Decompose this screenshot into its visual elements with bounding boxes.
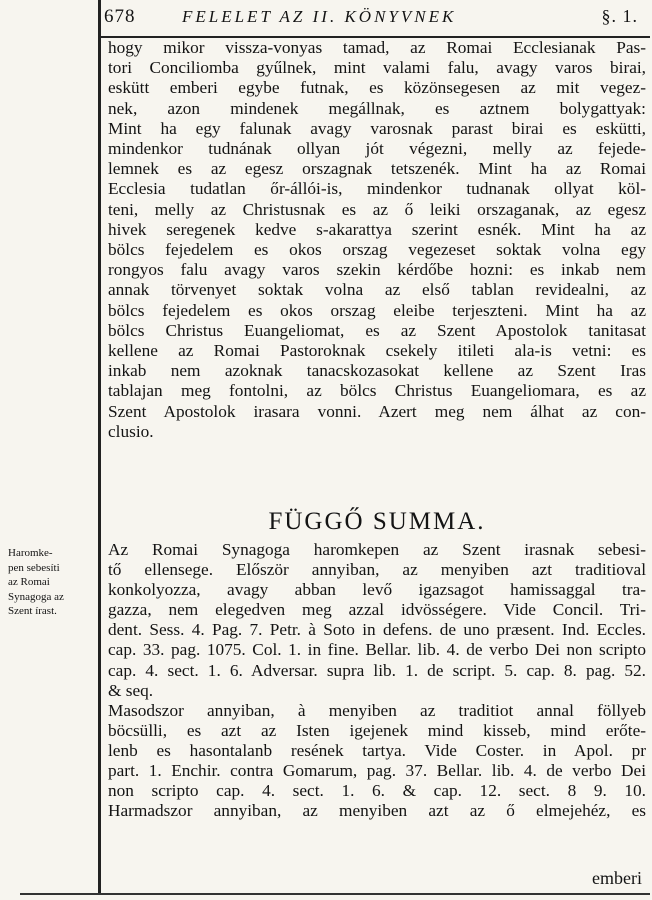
margin-rule xyxy=(98,0,101,895)
text-line: tori Conciliomba gyűlnek, mint valami falu, avagy varos birai, xyxy=(108,58,646,78)
text-line: lemnek es az egesz orszagnak tetszenék. Mint ha az Romai xyxy=(108,159,646,179)
margin-note-line: Szent írast. xyxy=(8,605,57,617)
section-heading: FÜGGŐ SUMMA. xyxy=(268,508,486,535)
bottom-rule xyxy=(20,893,650,895)
text-line: part. 1. Enchir. contra Gomarum, pag. 37. Bellar. lib. 4. de verbo Dei xyxy=(108,761,646,781)
text-line: tő ellensege. Először annyiban, az menyiben azt traditioval xyxy=(108,560,646,580)
text-line: Szent Apostolok irasara vonni. Azert meg nem álhat az con- xyxy=(108,401,646,421)
text-line: tablajan meg fontolni, az bölcs Christus Euangeliomara, es az xyxy=(108,381,646,401)
summary-text xyxy=(108,540,646,821)
text-line: Ecclesia tudatlan őr-állói-is, mindenkor tudnanak ollyat köl- xyxy=(108,179,646,199)
catchword: emberi xyxy=(592,868,642,888)
margin-note xyxy=(8,546,96,619)
text-line: inkab nem azoknak tanacskozasokat kellene az Szent Iras xyxy=(108,361,646,381)
text-line: bölcs fejedelem es okos orszag vegezeset soktak volna egy xyxy=(108,240,646,260)
page-number: 678 xyxy=(104,6,136,27)
text-line: Harmadszor annyiban, az menyiben azt az ő elmejehéz, es xyxy=(108,801,646,821)
text-line: kellene az Romai Pastoroknak csekely itileti ala-is vetni: es xyxy=(108,341,646,361)
text-line: Masodszor annyiban, à menyiben az traditiot annal föllyeb xyxy=(108,700,646,720)
page-header xyxy=(104,6,644,34)
text-line: annak törvenyet soktak volna az első tablan revidealni, az xyxy=(108,280,646,300)
running-head: FELELET AZ II. KÖNYVNEK xyxy=(182,7,457,26)
main-text xyxy=(108,38,646,442)
text-line: rongyos falu avagy varos szekin kérdőbe hozni: es inkab nem xyxy=(108,260,646,280)
text-line: & seq. xyxy=(108,680,154,700)
text-line: hogy mikor vissza-vonyas tamad, az Romai Ecclesianak Pas- xyxy=(108,38,646,57)
text-line: Az Romai Synagoga haromkepen az Szent irasnak sebesi- xyxy=(108,540,646,559)
section-mark: §. 1. xyxy=(601,6,638,26)
text-line: Mint ha egy falunak avagy varosnak parast birai es eskütti, xyxy=(108,118,646,138)
text-line: böcsülli, es azt az Isten igejenek mind kisseb, mind erőte- xyxy=(108,720,646,740)
text-line: cap. 33. pag. 1075. Col. 1. in fine. Bellar. lib. 4. de verbo Dei non scripto xyxy=(108,640,646,660)
text-line: eskütt emberi egybe futnak, es közönsegesen az mit vegez- xyxy=(108,78,646,98)
text-line: mindenkor tudnának ollyan jót végezni, melly az fejede- xyxy=(108,139,646,159)
text-line: bölcs Christus Euangeliomat, es az Szent Apostolok tanitasat xyxy=(108,320,646,340)
text-line: bölcs fejedelem es okos orszag eleibe terjeszteni. Mint ha az xyxy=(108,300,646,320)
text-line: cap. 4. sect. 1. 6. Adversar. supra lib. 1. de script. 5. cap. 8. pag. 52. xyxy=(108,660,646,680)
text-line: lenb es hasontalanb resének tartya. Vide Coster. in Apol. pr xyxy=(108,740,646,760)
text-line: dent. Sess. 4. Pag. 7. Petr. à Soto in defens. de uno præsent. Ind. Eccles. xyxy=(108,620,646,640)
text-line: konkolyozza, avagy abban levő igazsagot hamissaggal tra- xyxy=(108,580,646,600)
margin-note-line: pen sebesíti xyxy=(8,561,60,574)
text-line: teni, melly az Christusnak es az ő leiki orszaganak, az egesz xyxy=(108,199,646,219)
text-line: nek, azon mindenek megállnak, es aztnem bolygattyak: xyxy=(108,98,646,118)
margin-note-line: az Romai xyxy=(8,576,50,588)
text-line: hivek seregenek kedve s-akarattya szerint esnék. Mint ha az xyxy=(108,219,646,239)
margin-note-line: Synagoga az xyxy=(8,590,64,603)
text-line: clusio. xyxy=(108,421,154,441)
text-line: gazza, nem elegedven meg azzal idvösségere. Vide Concil. Tri- xyxy=(108,600,646,620)
text-line: non scripto cap. 4. sect. 1. 6. & cap. 12. sect. 8 9. 10. xyxy=(108,781,646,801)
margin-note-line: Haromke- xyxy=(8,547,53,559)
